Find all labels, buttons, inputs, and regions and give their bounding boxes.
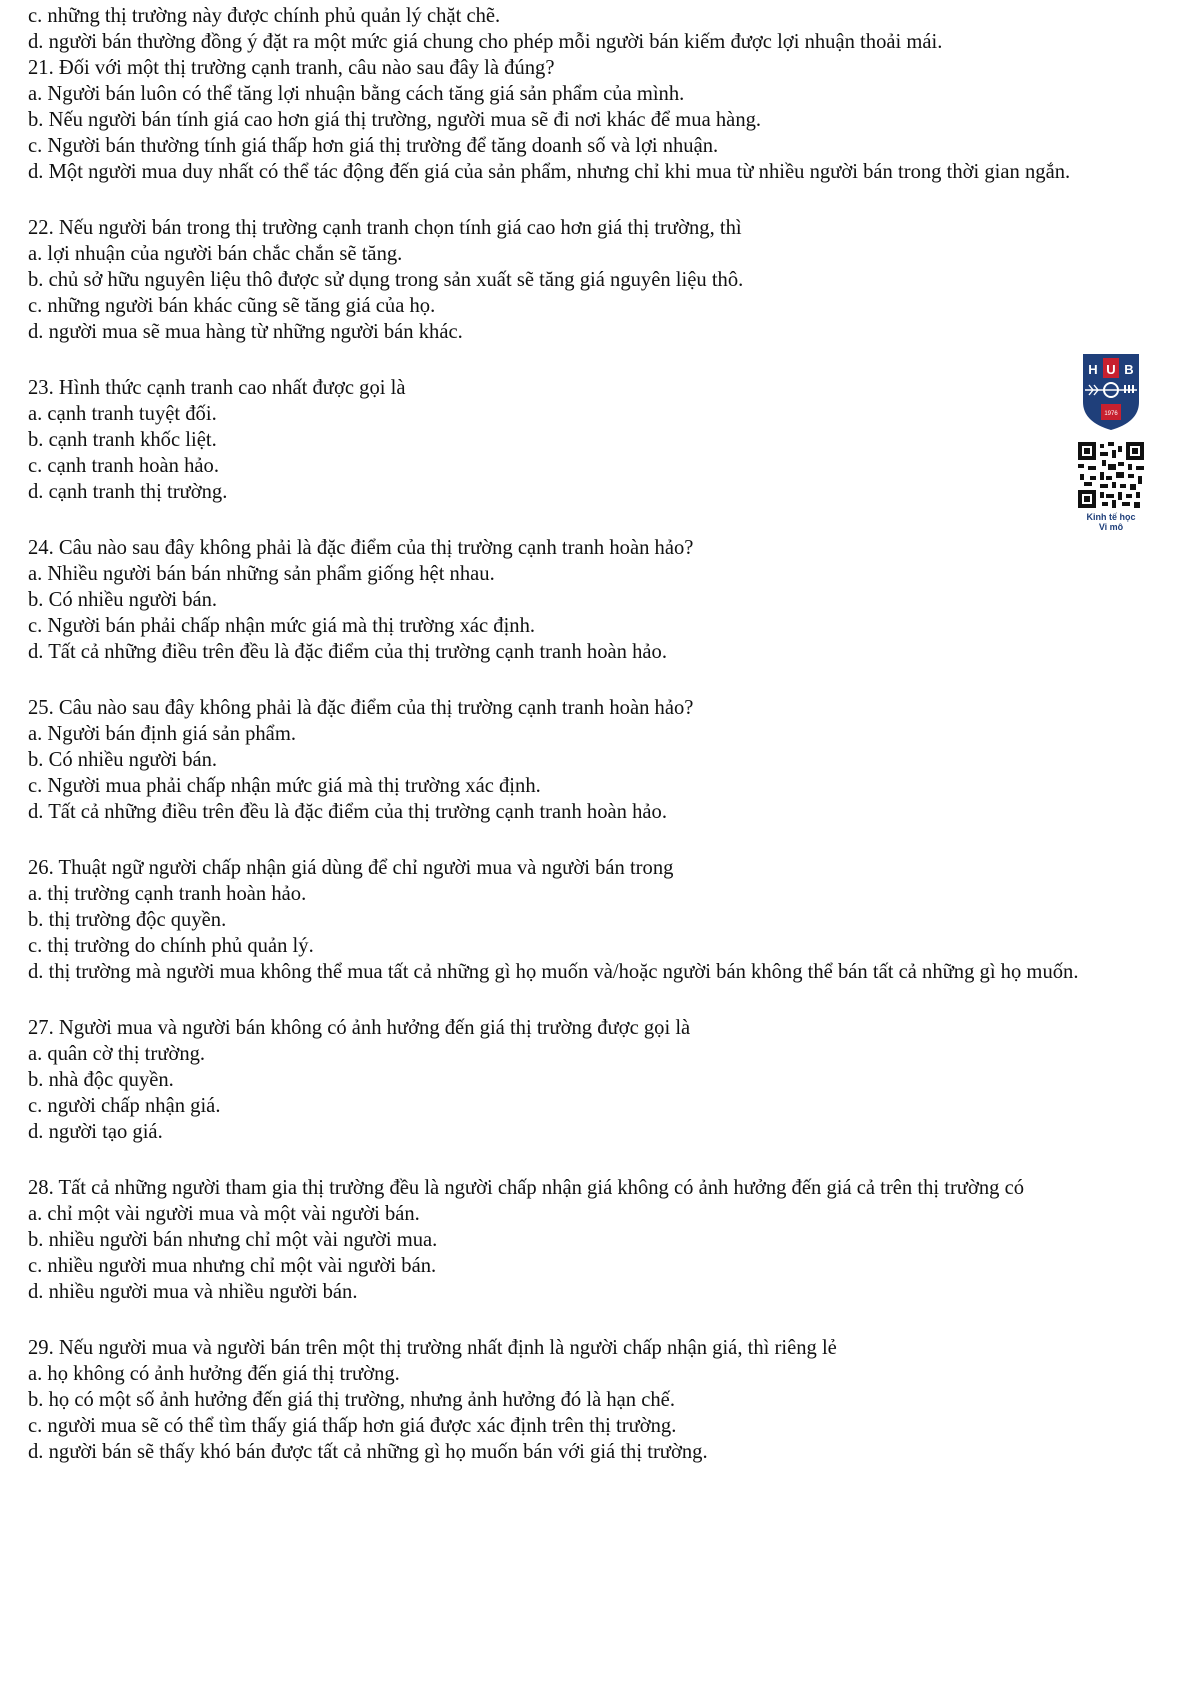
- answer-option: c. người mua sẽ có thể tìm thấy giá thấp hơn giá được xác định trên thị trường.: [28, 1415, 677, 1437]
- question-stem: 23. Hình thức cạnh tranh cao nhất được gọi là: [28, 377, 406, 399]
- question-list: [28, 55, 1168, 1465]
- answer-option: d. Một người mua duy nhất có thể tác động đến giá của sản phẩm, nhưng chỉ khi mua từ nhiều người bán trong thời gian ngắn.: [28, 161, 1071, 183]
- answer-option: a. Người bán luôn có thể tăng lợi nhuận bằng cách tăng giá sản phẩm của mình.: [28, 83, 685, 105]
- question-block: [28, 535, 1168, 665]
- answer-option: d. Tất cả những điều trên đều là đặc điểm của thị trường cạnh tranh hoàn hảo.: [28, 801, 667, 823]
- logo-letter-u: U: [1106, 362, 1116, 377]
- logo-year: 1976: [1104, 411, 1118, 417]
- question-block: [28, 1335, 1168, 1465]
- question-stem: 25. Câu nào sau đây không phải là đặc điểm của thị trường cạnh tranh hoàn hảo?: [28, 697, 694, 719]
- badge-caption-line1: Kinh tế học: [1086, 512, 1136, 522]
- answer-option: b. Có nhiều người bán.: [28, 589, 218, 611]
- answer-option: c. Người bán thường tính giá thấp hơn giá thị trường để tăng doanh số và lợi nhuận.: [28, 135, 719, 157]
- question-stem: 26. Thuật ngữ người chấp nhận giá dùng để chỉ người mua và người bán trong: [28, 857, 674, 879]
- logo-letter-h: H: [1088, 362, 1098, 377]
- answer-option: b. nhà độc quyền.: [28, 1069, 174, 1091]
- course-badge: [1073, 352, 1149, 532]
- hub-logo-icon: [1081, 352, 1141, 432]
- answer-option: b. họ có một số ảnh hưởng đến giá thị trường, nhưng ảnh hưởng đó là hạn chế.: [28, 1389, 675, 1411]
- question-stem: 21. Đối với một thị trường cạnh tranh, câu nào sau đây là đúng?: [28, 57, 555, 79]
- answer-option: c. thị trường do chính phủ quản lý.: [28, 935, 314, 957]
- answer-option: c. nhiều người mua nhưng chỉ một vài người bán.: [28, 1255, 437, 1277]
- answer-option: b. Nếu người bán tính giá cao hơn giá thị trường, người mua sẽ đi nơi khác để mua hàng.: [28, 109, 762, 131]
- answer-option: a. họ không có ảnh hưởng đến giá thị trường.: [28, 1363, 400, 1385]
- question-block: [28, 1175, 1168, 1305]
- answer-option: a. Người bán định giá sản phẩm.: [28, 723, 296, 745]
- answer-option: c. Người mua phải chấp nhận mức giá mà thị trường xác định.: [28, 775, 541, 797]
- question-block: [28, 695, 1168, 825]
- answer-option: c. cạnh tranh hoàn hảo.: [28, 455, 219, 477]
- question-stem: 22. Nếu người bán trong thị trường cạnh tranh chọn tính giá cao hơn giá thị trường, thì: [28, 217, 742, 239]
- logo-letter-b: B: [1124, 362, 1134, 377]
- answer-option: c. Người bán phải chấp nhận mức giá mà thị trường xác định.: [28, 615, 536, 637]
- answer-option: a. cạnh tranh tuyệt đối.: [28, 403, 217, 425]
- qr-code-icon: [1078, 442, 1144, 508]
- question-block: [28, 215, 1168, 345]
- answer-option: d. người bán sẽ thấy khó bán được tất cả những gì họ muốn bán với giá thị trường.: [28, 1441, 708, 1463]
- question-block: [28, 1015, 1168, 1145]
- badge-caption: [1087, 512, 1136, 532]
- answer-option: b. thị trường độc quyền.: [28, 909, 227, 931]
- answer-option: a. chỉ một vài người mua và một vài người bán.: [28, 1203, 420, 1225]
- carryover-option-c: c. những thị trường này được chính phủ quản lý chặt chẽ.: [28, 5, 501, 27]
- answer-option: b. cạnh tranh khốc liệt.: [28, 429, 217, 451]
- question-stem: 29. Nếu người mua và người bán trên một thị trường nhất định là người chấp nhận giá, thì riêng lẻ: [28, 1337, 837, 1359]
- answer-option: d. nhiều người mua và nhiều người bán.: [28, 1281, 358, 1303]
- answer-option: a. quân cờ thị trường.: [28, 1043, 206, 1065]
- answer-option: a. lợi nhuận của người bán chắc chắn sẽ tăng.: [28, 243, 403, 265]
- answer-option: b. Có nhiều người bán.: [28, 749, 218, 771]
- answer-option: a. Nhiều người bán bán những sản phẩm giống hệt nhau.: [28, 563, 495, 585]
- question-stem: 28. Tất cả những người tham gia thị trường đều là người chấp nhận giá không có ảnh hưởng đến giá cả trên thị trường có: [28, 1177, 1025, 1199]
- answer-option: b. chủ sở hữu nguyên liệu thô được sử dụng trong sản xuất sẽ tăng giá nguyên liệu thô.: [28, 269, 744, 291]
- question-block: [28, 855, 1168, 985]
- answer-option: d. Tất cả những điều trên đều là đặc điểm của thị trường cạnh tranh hoàn hảo.: [28, 641, 667, 663]
- question-stem: 24. Câu nào sau đây không phải là đặc điểm của thị trường cạnh tranh hoàn hảo?: [28, 537, 694, 559]
- answer-option: c. những người bán khác cũng sẽ tăng giá của họ.: [28, 295, 436, 317]
- question-stem: 27. Người mua và người bán không có ảnh hưởng đến giá thị trường được gọi là: [28, 1017, 691, 1039]
- answer-option: c. người chấp nhận giá.: [28, 1095, 221, 1117]
- badge-caption-line2: Vi mô: [1098, 522, 1124, 532]
- answer-option: d. người mua sẽ mua hàng từ những người bán khác.: [28, 321, 463, 343]
- answer-option: b. nhiều người bán nhưng chỉ một vài người mua.: [28, 1229, 438, 1251]
- carryover-option-d: d. người bán thường đồng ý đặt ra một mức giá chung cho phép mỗi người bán kiếm được lợi nhuận thoải mái.: [28, 31, 943, 53]
- answer-option: d. thị trường mà người mua không thể mua tất cả những gì họ muốn và/hoặc người bán không thể bán tất cả những gì họ muốn.: [28, 961, 1079, 983]
- document-body: [28, 3, 1168, 1465]
- question-block: [28, 375, 1168, 505]
- answer-option: a. thị trường cạnh tranh hoàn hảo.: [28, 883, 307, 905]
- question-block: [28, 55, 1168, 185]
- answer-option: d. cạnh tranh thị trường.: [28, 481, 228, 503]
- answer-option: d. người tạo giá.: [28, 1121, 163, 1143]
